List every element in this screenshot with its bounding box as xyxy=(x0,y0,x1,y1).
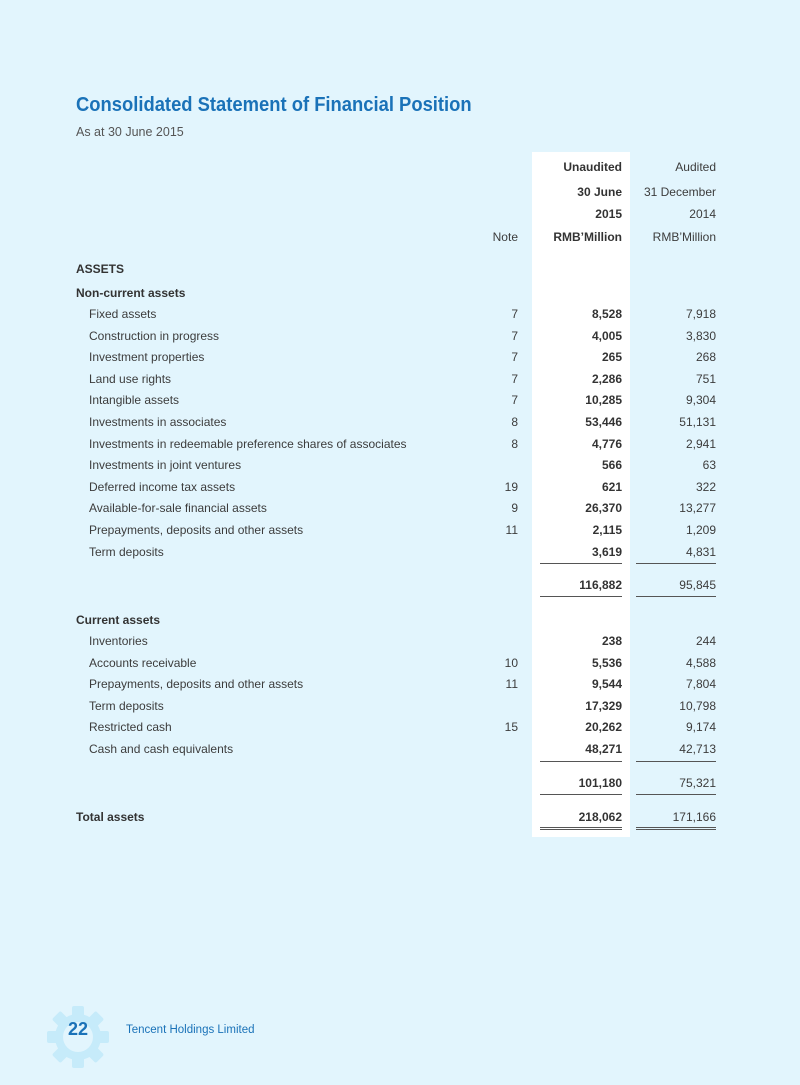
row-value-current: 566 xyxy=(601,458,622,473)
table-row xyxy=(0,542,800,564)
total-assets-current: 218,062 xyxy=(578,810,622,824)
row-value-current: 3,619 xyxy=(591,544,622,559)
current-total-prior: 75,321 xyxy=(679,776,716,790)
row-value-prior: 3,830 xyxy=(685,328,716,343)
row-label: Inventories xyxy=(89,634,148,648)
row-label: Prepayments, deposits and other assets xyxy=(89,523,304,537)
row-value-current: 621 xyxy=(601,479,622,494)
row-note: 8 xyxy=(511,436,518,451)
row-value-prior: 2,941 xyxy=(685,436,716,451)
total-double-line xyxy=(540,827,622,830)
row-value-current: 2,115 xyxy=(592,523,622,537)
row-value-current: 8,528 xyxy=(591,307,622,321)
subtotal-line xyxy=(540,761,622,762)
table-row xyxy=(0,498,800,520)
header-row xyxy=(0,157,800,179)
header-unit-prior: RMB’Million xyxy=(652,230,716,244)
row-value-prior: 10,798 xyxy=(679,698,716,713)
row-label: Cash and cash equivalents xyxy=(89,742,234,756)
row-value-current: 5,536 xyxy=(591,655,622,670)
table-row xyxy=(0,304,800,326)
subtotal-line xyxy=(636,563,716,564)
row-value-current: 17,329 xyxy=(585,698,622,713)
header-year-prior: 2014 xyxy=(689,207,716,221)
row-value-prior: 268 xyxy=(695,350,716,365)
current-total-current: 101,180 xyxy=(578,776,622,790)
table-row xyxy=(0,455,800,477)
page-subtitle: As at 30 June 2015 xyxy=(76,125,184,139)
page-number: 22 xyxy=(67,1019,89,1039)
row-note: 11 xyxy=(505,677,518,692)
row-label: Fixed assets xyxy=(89,307,157,321)
row-label: Accounts receivable xyxy=(89,655,197,670)
section-row xyxy=(0,259,800,281)
row-value-current: 238 xyxy=(601,634,622,648)
row-note: 7 xyxy=(511,393,518,408)
header-note: Note xyxy=(492,230,518,244)
subtotal-line xyxy=(540,563,622,564)
header-unit-current: RMB’Million xyxy=(553,230,622,244)
header-audited: Audited xyxy=(675,160,716,174)
row-label: Investment properties xyxy=(89,350,205,365)
row-note: 7 xyxy=(511,328,518,343)
row-label: Deferred income tax assets xyxy=(89,479,236,494)
table-row xyxy=(0,631,800,653)
header-date-current: 30 June xyxy=(577,185,622,199)
section-assets: ASSETS xyxy=(76,262,125,276)
row-value-prior: 1,209 xyxy=(685,523,716,537)
row-note: 19 xyxy=(504,479,518,494)
row-note: 15 xyxy=(504,720,518,735)
row-label: Term deposits xyxy=(89,544,164,559)
row-value-current: 26,370 xyxy=(585,501,622,516)
row-value-current: 4,005 xyxy=(591,328,622,343)
table-row xyxy=(0,739,800,761)
row-value-prior: 244 xyxy=(695,634,716,648)
row-value-prior: 4,831 xyxy=(685,544,716,559)
subtotal-line xyxy=(636,794,716,795)
row-note: 10 xyxy=(504,655,518,670)
header-unaudited: Unaudited xyxy=(563,160,622,174)
table-row xyxy=(0,390,800,412)
total-assets-row xyxy=(0,807,800,829)
non-current-total-prior: 95,845 xyxy=(679,578,716,592)
row-value-prior: 42,713 xyxy=(679,742,716,756)
row-note: 7 xyxy=(511,307,518,321)
header-row xyxy=(0,204,800,226)
row-value-prior: 51,131 xyxy=(679,415,716,429)
row-value-current: 53,446 xyxy=(585,415,622,429)
company-name: Tencent Holdings Limited xyxy=(126,1024,255,1036)
row-value-prior: 9,304 xyxy=(685,393,716,408)
table-row xyxy=(0,347,800,369)
row-label: Investments in redeemable preference shares of associates xyxy=(89,436,407,451)
row-value-prior: 63 xyxy=(702,458,716,473)
table-row xyxy=(0,653,800,675)
row-value-current: 10,285 xyxy=(585,393,622,408)
table-row xyxy=(0,412,800,434)
non-current-total-row xyxy=(0,575,800,597)
row-value-prior: 4,588 xyxy=(685,655,716,670)
header-year-current: 2015 xyxy=(595,207,622,221)
row-note: 9 xyxy=(511,501,518,516)
row-value-prior: 7,918 xyxy=(685,307,716,321)
non-current-total-current: 116,882 xyxy=(579,578,622,592)
row-label: Investments in associates xyxy=(89,415,227,429)
header-date-prior: 31 December xyxy=(643,185,716,199)
header-row xyxy=(0,227,800,249)
row-label: Land use rights xyxy=(89,371,172,386)
table-row xyxy=(0,696,800,718)
table-row xyxy=(0,477,800,499)
row-value-current: 48,271 xyxy=(585,742,622,756)
subtotal-line xyxy=(540,794,622,795)
header-row xyxy=(0,182,800,204)
section-current-assets: Current assets xyxy=(76,613,161,627)
total-double-line xyxy=(636,827,716,830)
row-label: Intangible assets xyxy=(89,393,180,408)
row-note: 8 xyxy=(511,415,518,429)
table-row xyxy=(0,326,800,348)
row-note: 7 xyxy=(511,350,518,365)
row-value-current: 9,544 xyxy=(591,677,622,692)
row-value-current: 2,286 xyxy=(591,371,622,386)
table-row xyxy=(0,717,800,739)
row-value-current: 265 xyxy=(601,350,622,365)
row-value-prior: 322 xyxy=(695,479,716,494)
section-row xyxy=(0,283,800,305)
table-row xyxy=(0,369,800,391)
section-non-current-assets: Non-current assets xyxy=(76,286,186,300)
row-label: Available-for-sale financial assets xyxy=(89,501,267,516)
row-label: Restricted cash xyxy=(89,720,172,735)
row-value-current: 20,262 xyxy=(585,720,622,735)
row-value-prior: 751 xyxy=(695,371,716,386)
table-row xyxy=(0,434,800,456)
row-note: 11 xyxy=(505,523,518,537)
row-value-prior: 13,277 xyxy=(679,501,716,516)
row-value-prior: 7,804 xyxy=(685,677,716,692)
table-row xyxy=(0,520,800,542)
subtotal-line xyxy=(540,596,622,597)
page-title: Consolidated Statement of Financial Position xyxy=(76,94,472,116)
total-assets-label: Total assets xyxy=(76,810,145,824)
row-label: Construction in progress xyxy=(89,328,220,343)
row-label: Investments in joint ventures xyxy=(89,458,242,473)
subtotal-line xyxy=(636,761,716,762)
current-total-row xyxy=(0,773,800,795)
row-value-prior: 9,174 xyxy=(685,720,716,735)
row-note: 7 xyxy=(511,371,518,386)
table-row xyxy=(0,674,800,696)
section-row xyxy=(0,610,800,632)
subtotal-line xyxy=(636,596,716,597)
row-label: Prepayments, deposits and other assets xyxy=(89,677,304,692)
total-assets-prior: 171,166 xyxy=(672,810,716,824)
row-label: Term deposits xyxy=(89,698,164,713)
row-value-current: 4,776 xyxy=(591,436,622,451)
